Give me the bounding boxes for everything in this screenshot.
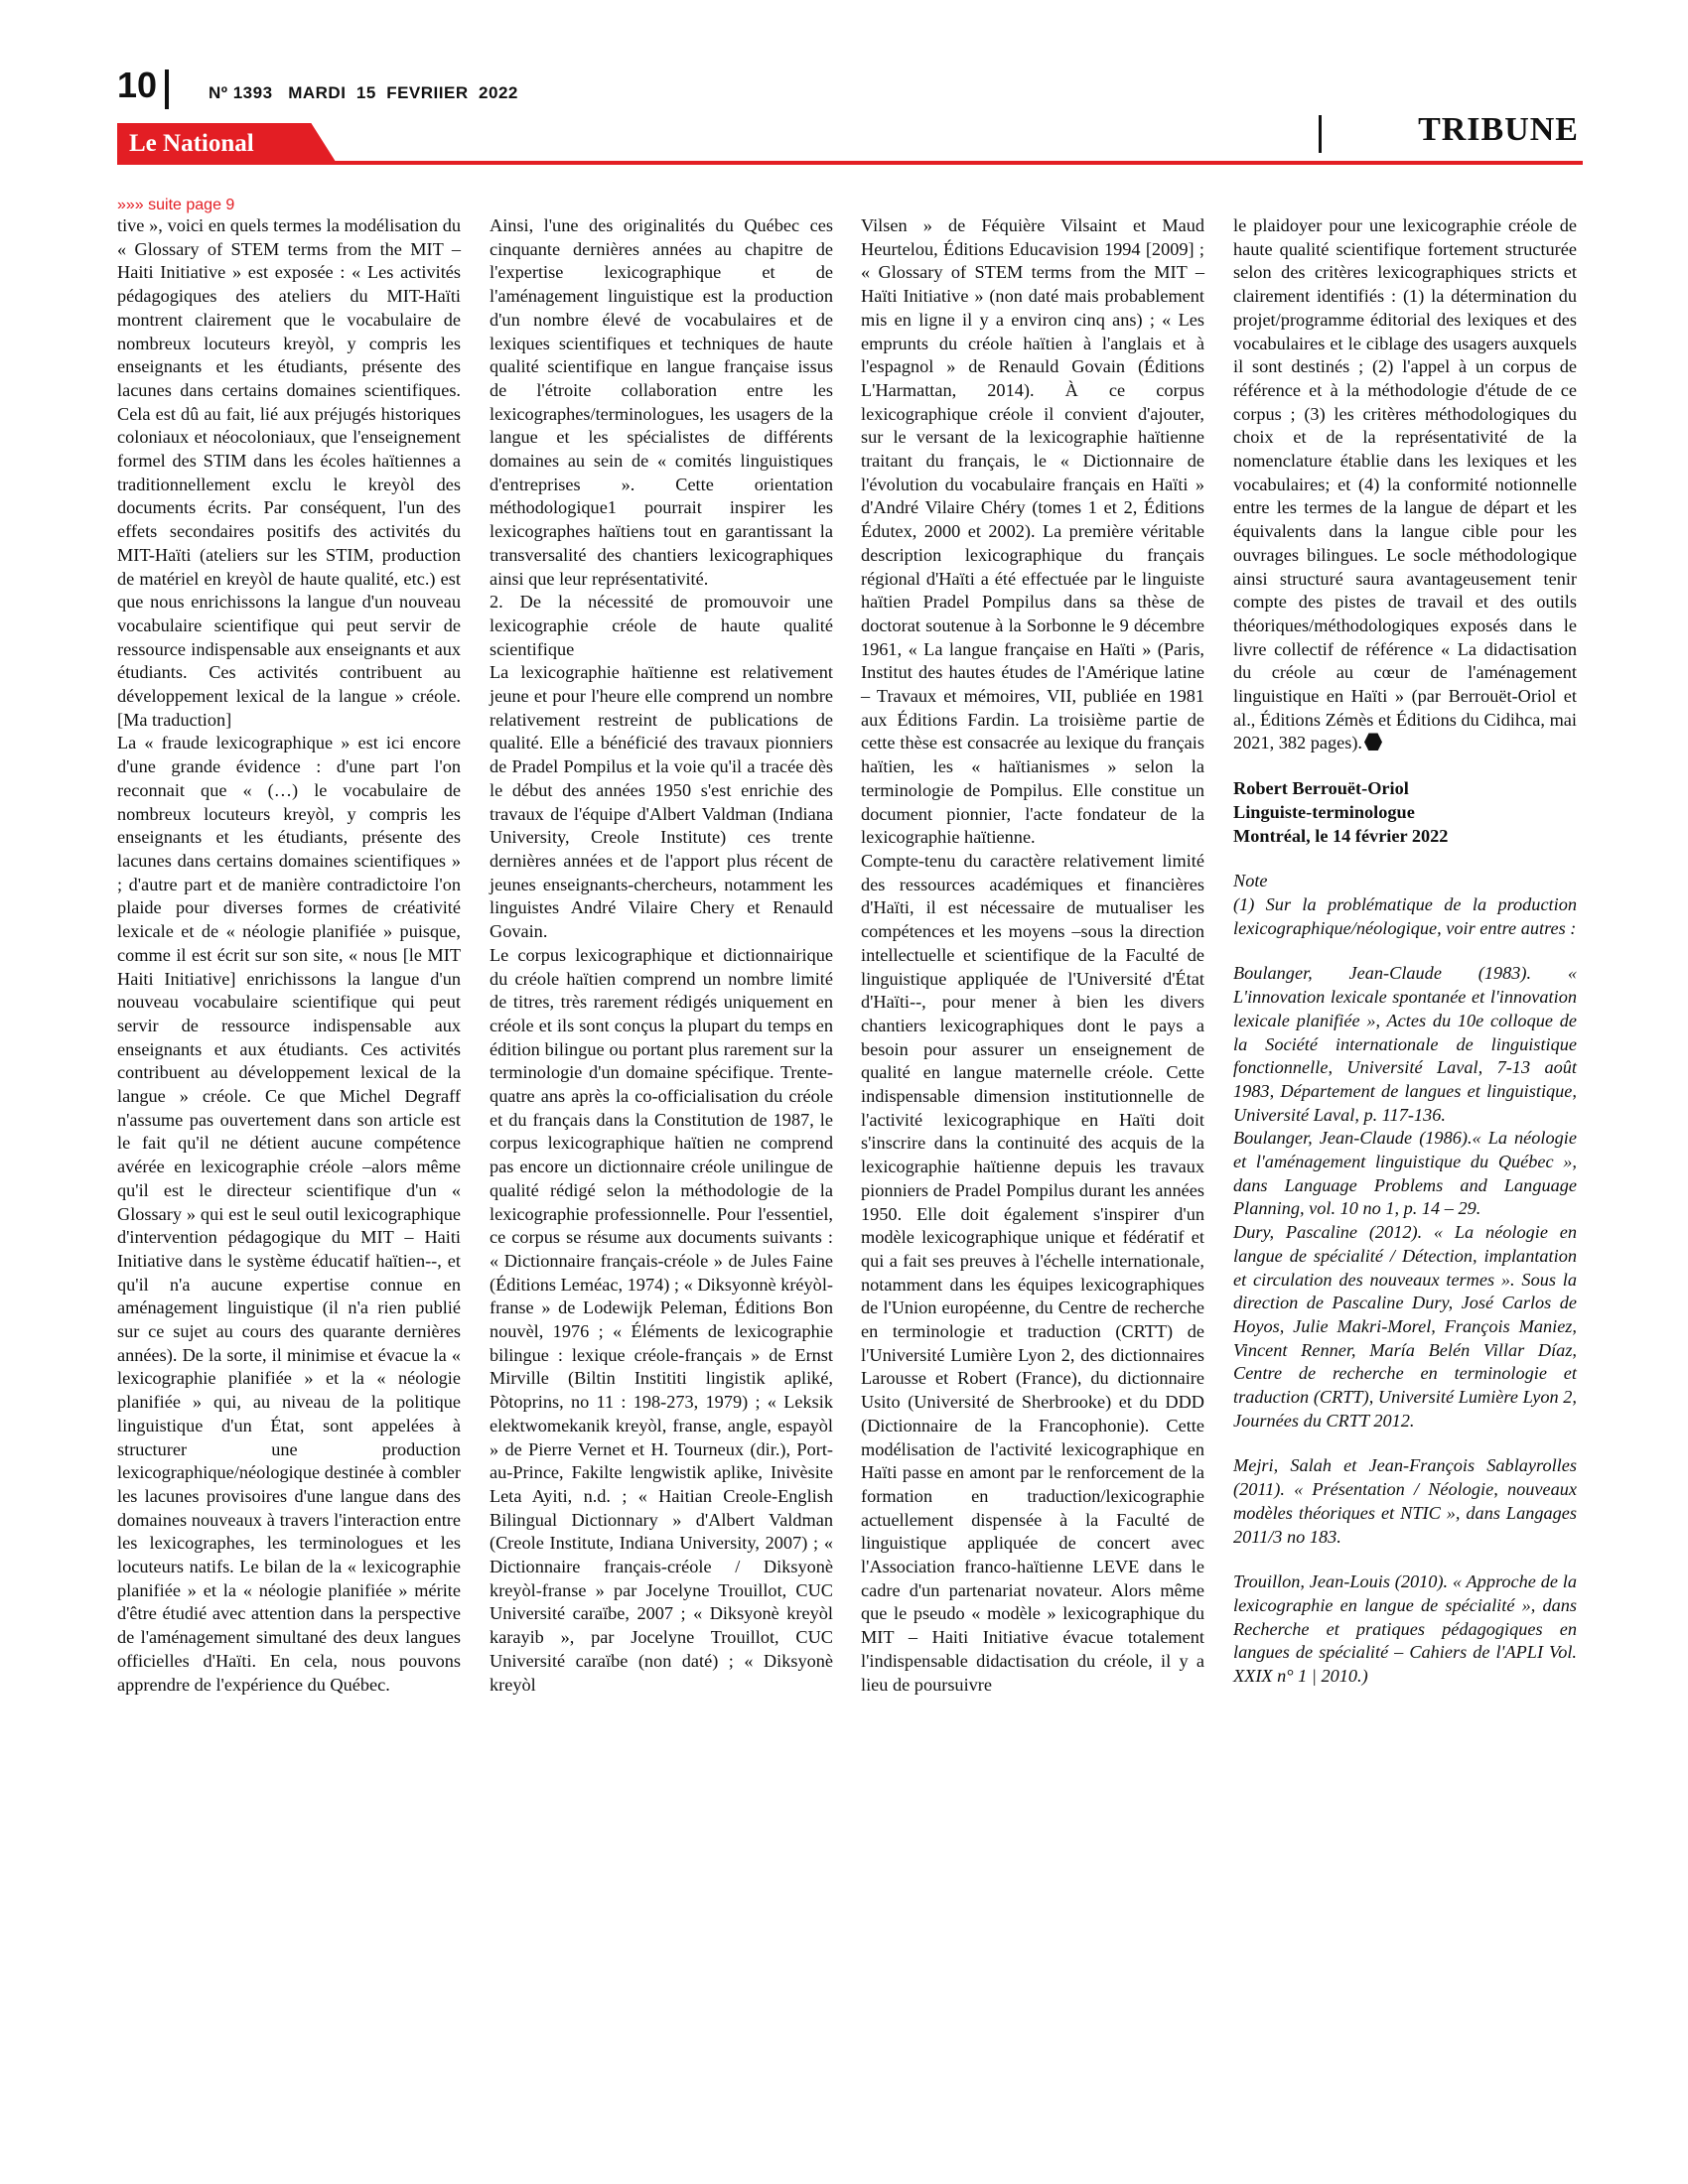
author-title: Linguiste-terminologue [1233,801,1415,822]
note-text: (1) Sur la problématique de la production lexicographique/néologique, voir entre autres : [1233,893,1577,938]
author-name: Robert Berrouët-Oriol [1233,778,1409,799]
paragraph: Compte-tenu du caractère relativement limité des ressources académiques et financières d'Haïti, il est nécessaire de mutualiser les compétences et les moyens –sous la direction intellectuelle et scientifique de la Faculté de linguistique appliquée de l'Université d'État d'Haïti--, pour mener à bien les divers chantiers lexicographiques dont le pays a besoin pour assurer un enseignement de qualité en langue maternelle créole. Cette indispensable dimension institutionnelle de l'activité lexicographique en Haïti doit s'inscrire dans la continuité des acquis de la lexicographie haïtienne depuis les travaux pionniers de Pradel Pompilus durant les années 1950. Elle doit également s'inspirer d'un modèle lexicographique unique et fédératif et qui a fait ses preuves à l'échelle internationale, notamment dans les équipes lexicographiques de l'Union européenne, du Centre de recherche en terminologie et traduction (CRTT) de l'Université Lumière Lyon 2, des dictionnaires Larousse et Robert (France), du dictionnaire Usito (Université de Sherbrooke) et du DDD (Dictionnaire de la Francophonie). Cette modélisation de l'activité lexicographique en Haïti passe en amont par le renforcement de la formation en traduction/lexicographie actuellement dispensée à la Faculté de linguistique appliquée de concert avec l'Association franco-haïtienne LEVE dans le cadre d'un partenariat novateur. Alors même que le pseudo « modèle » lexicographique du MIT – Haiti Initiative évacue totalement l'indispensable didactisation du créole, il y a lieu de poursuivre [861,850,1204,1695]
paragraph: La « fraude lexicographique » est ici encore d'une grande évidence : d'une part l'on reconnait que « (…) le vocabulaire de nombreux locuteurs kreyòl, y compris les enseignants et les étudiants, présente des lacunes dans certains domaines scientifiques » ; d'autre part et de manière contradictoire l'on plaide pour diverses formes de créativité lexicale et de « néologie planifiée » puisque, comme il est écrit sur son site, « nous [le MIT Haiti Initiative] enrichissons la langue d'un nouveau vocabulaire scientifique qui peut servir de ressource indispensable aux enseignants et aux étudiants. Ces activités contribuent au développement lexical de la langue » créole. Ce que Michel Degraff n'assume pas ouvertement dans son article est le fait qu'il ne détient aucune compétence avérée en lexicographie créole –alors même qu'il est le directeur scientifique d'un « Glossary » qui est le seul outil lexicographique d'intervention pédagogique du MIT – Haiti Initiative dans le système éducatif haïtien--, et qu'il n'a aucune expertise connue en aménagement linguistique (il n'a rien publié sur ce sujet au cours des quarante dernières années). De la sorte, il minimise et évacue la « lexicographie planifiée » et la « néologie planifiée » qui, au niveau de la politique linguistique d'un État, sont appelées à structurer une production lexicographique/néologique destinée à combler les lacunes provisoires d'une langue dans des domaines nouveaux à travers l'interaction entre les lexicographes, les terminologues et les locuteurs natifs. Le bilan de la « lexicographie planifiée » et la « néologie planifiée » mérite d'être étudié avec attention dans la perspective de l'aménagement simultané des deux langues officielles d'Haïti. En cela, nous pouvons apprendre de l'expérience du Québec. [117,733,461,1695]
paragraph: La lexicographie haïtienne est relativement jeune et pour l'heure elle comprend un nombre relativement restreint de publications de qualité. Elle a bénéficié des travaux pionniers de Pradel Pompilus et la voie qu'il a tracée dès le début des années 1950 s'est enrichie des travaux de l'équipe d'Albert Valdman (Indiana University, Creole Institute) ces trente dernières années et de l'apport plus récent de jeunes enseignants-chercheurs, notamment les linguistes André Vilaire Chery et Renauld Govain. [490,662,833,942]
issue-date-line: Nº 1393 MARDI 15 FEVRIIER 2022 [209,83,518,102]
section-title: TRIBUNE [1418,111,1579,148]
reference-item: Mejri, Salah et Jean-François Sablayrolles (2011). « Présentation / Néologie, nouveaux modèles théoriques et NTIC », dans Langages 2011/3 no 183. [1233,1455,1577,1547]
continued-from-label: »»» suite page 9 [117,197,235,213]
header-rule [117,161,1583,165]
newspaper-logo: Le National [129,130,254,157]
paragraph: tive », voici en quels termes la modélisation du « Glossary of STEM terms from the MIT – Haiti Initiative » est exposée : « Les activités pédagogiques des ateliers du MIT-Haïti montrent clairement que le vocabulaire de nombreux locuteurs kreyòl, y compris les enseignants et les étudiants, présente des lacunes dans certains domaines scientifiques. Cela est dû au fait, lié aux préjugés historiques coloniaux et néocoloniaux, que l'enseignement formel des STIM dans les écoles haïtiennes a traditionnellement exclu le kreyòl des documents écrits. Par conséquent, l'un des effets secondaires positifs des activités du MIT-Haïti (ateliers sur les STIM, production de matériel en kreyòl de haute qualité, etc.) est que nous enrichissons la langue d'un nouveau vocabulaire scientifique qui peut servir de ressource indispensable aux enseignants et aux étudiants. Ces activités contribuent au développement lexical de la langue » créole. [Ma traduction] [117,215,461,730]
page-number-divider [165,69,169,109]
paragraph: Vilsen » de Féquière Vilsaint et Maud Heurtelou, Éditions Educavision 1994 [2009] ; « Glossary of STEM terms from the MIT – Haïti Initiative » (non daté mais probablement mis en ligne il y a environ cinq ans) ; « Les emprunts du créole haïtien à l'anglais et à l'espagnol » de Renauld Govain (Éditions L'Harmattan, 2014). À ce corpus lexicographique créole il convient d'ajouter, sur le versant de la lexicographie haïtienne traitant du français, le « Dictionnaire de l'évolution du vocabulaire français en Haïti » d'André Vilaire Chéry (tomes 1 et 2, Éditions Édutex, 2000 et 2002). La première véritable description lexicographique du français régional d'Haïti a été effectuée par le linguiste haïtien Pradel Pompilus dans sa thèse de doctorat soutenue à la Sorbonne le 9 décembre 1961, « La langue française en Haïti » (Paris, Institut des hautes études de l'Amérique latine – Travaux et mémoires, VII, publiée en 1981 aux Éditions Fardin. La troisième partie de cette thèse est consacrée au lexique du français haïtien, les « haïtianismes » selon la terminologie de Pompilus. Elle constitue un document pionnier, l'acte fondateur de la lexicographie haïtienne. [861,215,1204,848]
end-of-article-icon [1364,733,1382,751]
article-column-4 [1233,214,1577,1689]
section-divider [1319,115,1322,153]
reference-item: Trouillon, Jean-Louis (2010). « Approche de la lexicographie en langue de spécialité », dans Recherche et pratiques pédagogiques en langues de spécialité – Cahiers de l'APLI Vol. XXIX n° 1 | 2010.) [1233,1571,1577,1687]
reference-item: Dury, Pascaline (2012). « La néologie en langue de spécialité / Détection, implantation et circulation des nouveaux termes ». Sous la direction de Pascaline Dury, José Carlos de Hoyos, Julie Makri-Morel, François Maniez, Vincent Renner, María Belén Villar Díaz, Centre de recherche en terminologie et traduction (CRTT), Université Lumière Lyon 2, Journées du CRTT 2012. [1233,1222,1577,1431]
paragraph [1233,214,1577,755]
page-number: 10 [117,65,158,105]
section-heading: 2. De la nécessité de promouvoir une lexicographie créole de haute qualité scientifique [490,592,833,659]
article-column-3 [861,214,1204,1697]
author-place-date: Montréal, le 14 février 2022 [1233,825,1449,846]
author-signature [1233,777,1577,848]
reference-item: Boulanger, Jean-Claude (1986).« La néologie et l'aménagement linguistique du Québec », dans Language Problems and Language Planning, vol. 10 no 1, p. 14 – 29. [1233,1128,1577,1219]
article-column-1 [117,214,461,1697]
paragraph-text: le plaidoyer pour une lexicographie créole de haute qualité scientifique fortement structurée selon des critères lexicographiques stricts et clairement identifiés : (1) la détermination du projet/programme éditorial des lexiques et des vocabulaires et le ciblage des usagers auxquels il sont destinés ; (2) l'appel à un corpus de référence et à la méthodologie d'étude de ce corpus ; (3) les critères méthodologiques du choix et de la représentativité de la nomenclature établie dans les lexiques et les vocabulaires; et (4) la conformité notionnelle entre les termes de la langue de départ et les équivalents dans la langue cible pour les ouvrages bilingues. Le socle méthodologique ainsi structuré saura avantageusement tenir compte des pistes de travail et des outils théoriques/méthodologiques exposés dans le livre collectif de référence « La didactisation du créole au cœur de l'aménagement linguistique en Haïti » (par Berrouët-Oriol et al., Éditions Zémès et Éditions du Cidihca, mai 2021, 382 pages). [1233,215,1577,753]
reference-item: Boulanger, Jean-Claude (1983). « L'innovation lexicale spontanée et l'innovation lexicale planifiée », Actes du 10e colloque de la Société internationale de linguistique fonctionnelle, Université Laval, 7-13 août 1983, Département de langues et linguistique, Université Laval, p. 117-136. [1233,963,1577,1125]
paragraph: Ainsi, l'une des originalités du Québec ces cinquante dernières années au chapitre de l'expertise lexicographique et de l'aménagement linguistique est la production d'un nombre élevé de vocabulaires et de lexiques scientifiques et techniques de haute qualité scientifique en langue française issus de l'étroite collaboration entre les lexicographes/terminologues, les usagers de la langue et les spécialistes de différents domaines au sein de « comités linguistiques d'entreprises ». Cette orientation méthodologique1 pourrait inspirer les lexicographes haïtiens tout en garantissant la transversalité des chantiers lexicographiques ainsi que leur représentativité. [490,215,833,589]
paragraph: Le corpus lexicographique et dictionnairique du créole haïtien comprend un nombre limité de titres, très rarement rédigés uniquement en créole et ils sont conçus la plupart du temps en édition bilingue ou portant plus rarement sur la terminologie d'un domaine spécifique. Trente-quatre ans après la co-officialisation du créole et du français dans la Constitution de 1987, le corpus lexicographique haïtien ne comprend pas encore un dictionnaire créole unilingue de qualité rédigé selon la méthodologie de la lexicographie professionnelle. Pour l'essentiel, ce corpus se résume aux documents suivants : « Dictionnaire français-créole » de Jules Faine (Éditions Leméac, 1974) ; « Diksyonnè kréyòl-franse » de Lodewijk Peleman, Éditions Bon nouvèl, 1976 ; « Éléments de lexicographie bilingue : lexique créole-français » de Ernst Mirville (Biltin Instititi lingistik apliké, Pòtoprins, no 11 : 198-273, 1979) ; « Leksik elektwomekanik kreyòl, franse, angle, espayòl » de Pierre Vernet et H. Tourneux (dir.), Port-au-Prince, Fakilte lengwistik aplike, Inivèsite Leta Ayiti, n.d. ; « Haitian Creole-English Bilingual Dictionnary » d'Albert Valdman (Creole Institute, Indiana University, 2007) ; « Dictionnaire français-créole / Diksyonè kreyòl-franse » par Jocelyne Trouillot, CUC Université caraïbe, 2007 ; « Diksyonè kreyòl karayib », par Jocelyne Trouillot, CUC Université caraïbe (non daté) ; « Diksyonè kreyòl [490,944,833,1695]
note-title: Note [1233,871,1268,891]
article-column-2 [490,214,833,1697]
